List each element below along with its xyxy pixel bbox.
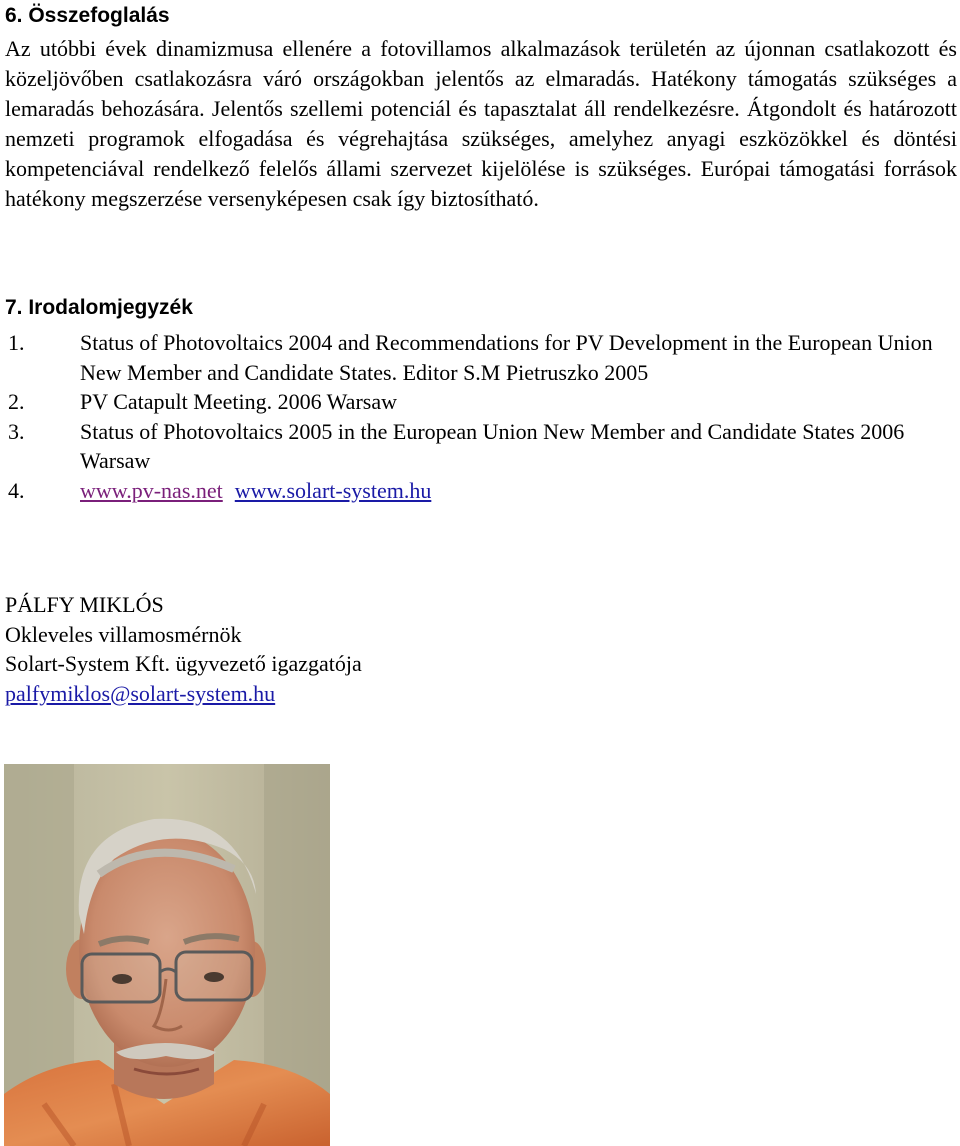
reference-list bbox=[5, 328, 955, 505]
author-photo bbox=[4, 764, 330, 1146]
section-title-bibliography: 7. Irodalomjegyzék bbox=[5, 296, 193, 319]
reference-text: Status of Photovoltaics 2004 and Recommendations for PV Development in the European Union New Member and Candidate States. Editor S.M Pietruszko 2005 bbox=[80, 330, 933, 385]
reference-text: Status of Photovoltaics 2005 in the European Union New Member and Candidate States 2006 Warsaw bbox=[80, 418, 905, 473]
author-name: PÁLFY MIKLÓS bbox=[5, 592, 164, 617]
reference-number: 1. bbox=[8, 330, 25, 355]
reference-item bbox=[5, 328, 955, 387]
author-email-link[interactable]: palfymiklos@solart-system.hu bbox=[5, 680, 276, 706]
reference-item bbox=[5, 387, 955, 417]
reference-number: 2. bbox=[8, 389, 25, 414]
summary-paragraph: Az utóbbi évek dinamizmusa ellenére a fotovillamos alkalmazások területén az újonnan csatlakozott és közeljövőben csatlakozásra váró országokban jelentős az elmaradás. Hatékony támogatás szükséges a lemaradás behozására. Jelentős szellemi potenciál és tapasztalat áll rendelkezésre. Átgondolt és határozott nemzeti programok elfogadása és végrehajtása szükséges, amelyhez anyagi eszközökkel és döntési kompetenciával rendelkező felelős állami szervezet kijelölése is szükséges. Európai támogatási források hatékony megszerzése versenyképesen csak így biztosítható. bbox=[5, 36, 957, 211]
link-solart-system[interactable]: www.solart-system.hu bbox=[234, 477, 432, 503]
author-block bbox=[5, 590, 362, 708]
author-position: Solart-System Kft. ügyvezető igazgatója bbox=[5, 651, 362, 676]
reference-number: 4. bbox=[8, 477, 25, 503]
reference-number: 3. bbox=[8, 418, 25, 444]
author-title: Okleveles villamosmérnök bbox=[5, 621, 242, 647]
link-pv-nas[interactable]: www.pv-nas.net bbox=[80, 477, 223, 503]
section-title-summary: 6. Összefoglalás bbox=[5, 4, 170, 27]
reference-item bbox=[5, 417, 955, 476]
reference-text: PV Catapult Meeting. 2006 Warsaw bbox=[80, 389, 397, 414]
reference-item bbox=[5, 476, 955, 506]
